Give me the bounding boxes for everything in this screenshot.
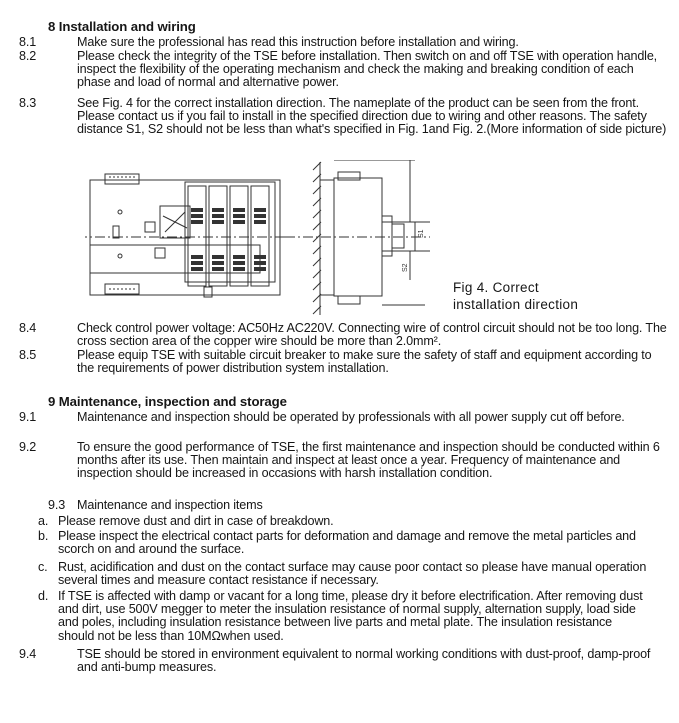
item-letter: a.	[38, 514, 49, 528]
item-text: Please equip TSE with suitable circuit breaker to make sure the safety of staff and equipment according to the requirements of power distribution system installation.	[77, 348, 652, 376]
item-9-3-b	[38, 529, 648, 557]
item-8-1	[19, 35, 667, 49]
s1-label: S1	[418, 229, 425, 238]
item-letter: b.	[38, 529, 49, 543]
item-8-4	[19, 321, 667, 349]
item-text: Please check the integrity of the TSE before installation. Then switch on and off TSE with operation handle, inspect the flexibility of the operating mechanism and check the making and breaking condition of each phase and load of normal and alternative power.	[77, 49, 658, 90]
item-text: Check control power voltage: AC50Hz AC220V. Connecting wire of control circuit should not be too long. The cross section area of the copper wire should be more than 2.0mm².	[77, 321, 667, 349]
figure-caption-line-2: installation direction	[453, 297, 579, 312]
item-text: See Fig. 4 for the correct installation direction. The nameplate of the product can be seen from the front. Please contact us if you fail to install in the specified direction due to wiring and other reasons. The safety distance S1, S2 should not be less than what's specified in Fig. 1and Fig. 2.(More information of side picture)	[77, 96, 667, 137]
s2-label: S2	[402, 263, 409, 272]
item-9-3-c	[38, 560, 648, 588]
item-text: Maintenance and inspection should be operated by professionals with all power supply cut off before.	[77, 410, 625, 424]
item-number: 9.4	[19, 647, 37, 661]
item-text: Rust, acidification and dust on the contact surface may cause poor contact so please have manual operation several times and measure contact resistance if necessary.	[58, 560, 647, 588]
item-number: 9.3	[48, 498, 66, 512]
item-number: 9.1	[19, 410, 37, 424]
item-9-3	[48, 499, 638, 512]
item-letter: d.	[38, 589, 49, 603]
item-9-4	[19, 647, 667, 675]
item-text: Make sure the professional has read this instruction before installation and wiring.	[77, 35, 519, 49]
item-8-5	[19, 348, 667, 376]
item-8-3	[19, 96, 667, 137]
item-number: 8.1	[19, 35, 37, 49]
item-number: 8.3	[19, 96, 37, 110]
section-8-heading: 8 Installation and wiring	[48, 19, 196, 34]
item-text: TSE should be stored in environment equivalent to normal working conditions with dust-proof, damp-proof and anti-bump measures.	[77, 647, 651, 675]
item-text: Please remove dust and dirt in case of breakdown.	[58, 514, 334, 528]
item-9-2	[19, 440, 667, 481]
item-text: Please inspect the electrical contact parts for deformation and damage and remove the metal particles and scorch on and around the surface.	[58, 529, 636, 557]
item-number: 8.2	[19, 49, 37, 63]
item-number: 8.5	[19, 348, 37, 362]
item-text: To ensure the good performance of TSE, the first maintenance and inspection should be conducted within 6 months after its use. Then maintain and inspect at least once a year. Frequency of maintenance and inspection should be increased in occasions with harsh installation condition.	[77, 440, 660, 481]
item-text: If TSE is affected with damp or vacant for a long time, please dry it before electrification. After removing dust and dirt, use 500V megger to meter the insulation resistance of normal supply, alternation supply, load side and poles, including insulation resistance between live parts and metal plate. The insulation resistance should not be less than 10MΩwhen used.	[58, 589, 643, 643]
item-number: 9.2	[19, 440, 37, 454]
item-8-2	[19, 49, 667, 90]
item-text: Maintenance and inspection items	[77, 498, 263, 512]
item-9-1	[19, 410, 667, 424]
item-9-3-d	[38, 589, 648, 643]
switch-side-view	[285, 160, 430, 315]
section-9-heading: 9 Maintenance, inspection and storage	[48, 394, 287, 409]
installation-diagram	[85, 160, 645, 320]
terminal-blocks	[191, 208, 266, 271]
switch-front-view	[85, 174, 293, 297]
item-9-3-a	[38, 514, 648, 528]
item-number: 8.4	[19, 321, 37, 335]
item-letter: c.	[38, 560, 48, 574]
figure-caption-line-1: Fig 4. Correct	[453, 280, 539, 295]
